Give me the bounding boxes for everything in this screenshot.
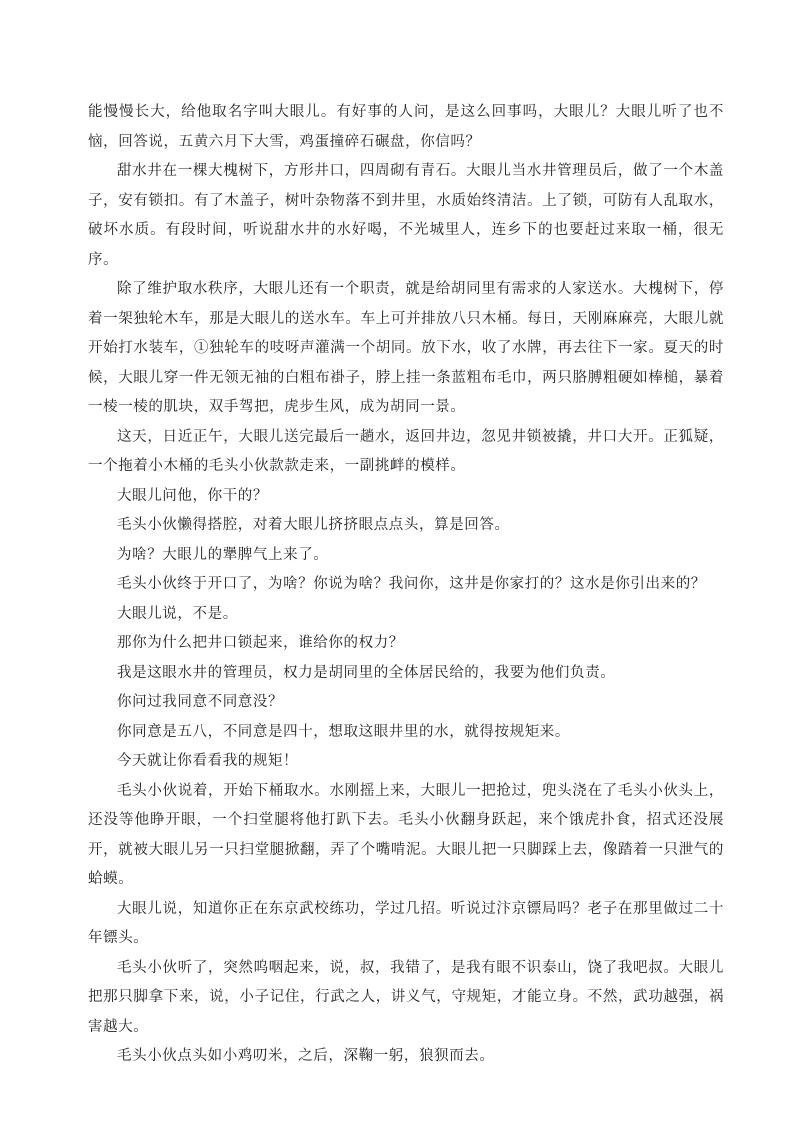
paragraph-fight: 毛头小伙说着，开始下桶取水。水刚摇上来，大眼儿一把抢过，兜头浇在了毛头小伙头上，还没等他睁开眼，一个扫堂腿将他打趴下去。毛头小伙翻身跃起，来个饿虎扑食，招式还没展开，就被大眼儿另一只扫堂腿掀翻，弄了个嘴啃泥。大眼儿把一只脚踩上去，像踏着一只泄气的蛤蟆。 [88,782,724,887]
paragraph-ending: 毛头小伙点头如小鸡叨米，之后，深鞠一躬，狼狈而去。 [117,1048,495,1064]
paragraph-dialogue: 你同意是五八，不同意是四十，想取这眼井里的水，就得按规矩来。 [117,723,570,740]
paragraph-dialogue: 为啥？大眼儿的犟脾气上来了。 [117,546,329,563]
paragraph-dialogue: 大眼儿问他，你干的？ [117,487,268,504]
paragraph-lock-broken: 这天，日近正午，大眼儿送完最后一趟水，返回井边，忽见井锁被撬，井口大开。正狐疑，一个拖着小木桶的毛头小伙款款走来，一副挑衅的模样。 [88,428,724,474]
paragraph-dialogue: 毛头小伙懒得搭腔，对着大眼儿挤挤眼点点头，算是回答。 [117,517,510,533]
paragraph-dialogue: 今天就让你看看我的规矩！ [117,753,299,769]
paragraph-dialogue: 我是这眼水井的管理员，权力是胡同里的全体居民给的，我要为他们负责。 [117,664,616,681]
paragraph-dialogue: 毛头小伙终于开口了，为啥？你说为啥？我问你，这井是你家打的？这水是你引出来的？ [117,576,706,592]
paragraph-dialogue: 大眼儿说，知道你正在东京武校练功，学过几招。听说过汴京镖局吗？老子在那里做过二十年镖头。 [88,900,724,946]
paragraph-well-description: 甜水井在一棵大槐树下，方形井口，四周砌有青石。大眼儿当水井管理员后，做了一个木盖子，安有锁扣。有了木盖子，树叶杂物落不到井里，水质始终清洁。上了锁，可防有人乱取水，破坏水质。有段时间，听说甜水井的水好喝，不光城里人，连乡下的也要赶过来取一桶，很无序。 [88,163,724,268]
paragraph-dialogue: 大眼儿说，不是。 [117,605,238,622]
story-text [88,98,724,1072]
paragraph-dialogue: 你问过我同意不同意没？ [117,694,284,710]
paragraph-dialogue: 那你为什么把井口锁起来，谁给你的权力？ [117,635,404,651]
paragraph-water-delivery: 除了维护取水秩序，大眼儿还有一个职责，就是给胡同里有需求的人家送水。大槐树下，停着一架独轮木车，那是大眼儿的送水车。车上可并排放八只木桶。每日，天刚麻麻亮，大眼儿就开始打水装车，①独轮车的吱呀声灌满一个胡同。放下水，收了水牌，再去往下一家。夏天的时候，大眼儿穿一件无领无袖的白粗布褂子，脖上挂一条蓝粗布毛巾，两只胳膊粗硬如棒槌，暴着一棱一棱的肌块，双手驾把，虎步生风，成为胡同一景。 [88,281,724,415]
paragraph-apology: 毛头小伙听了，突然呜咽起来，说，叔，我错了，是我有眼不识泰山，饶了我吧叔。大眼儿把那只脚拿下来，说，小子记住，行武之人，讲义气，守规矩，才能立身。不然，武功越强，祸害越大。 [88,959,724,1035]
paragraph-continued: 能慢慢长大，给他取名字叫大眼儿。有好事的人问，是这么回事吗，大眼儿？大眼儿听了也不恼，回答说，五黄六月下大雪，鸡蛋撞碎石碾盘，你信吗？ [88,104,724,150]
